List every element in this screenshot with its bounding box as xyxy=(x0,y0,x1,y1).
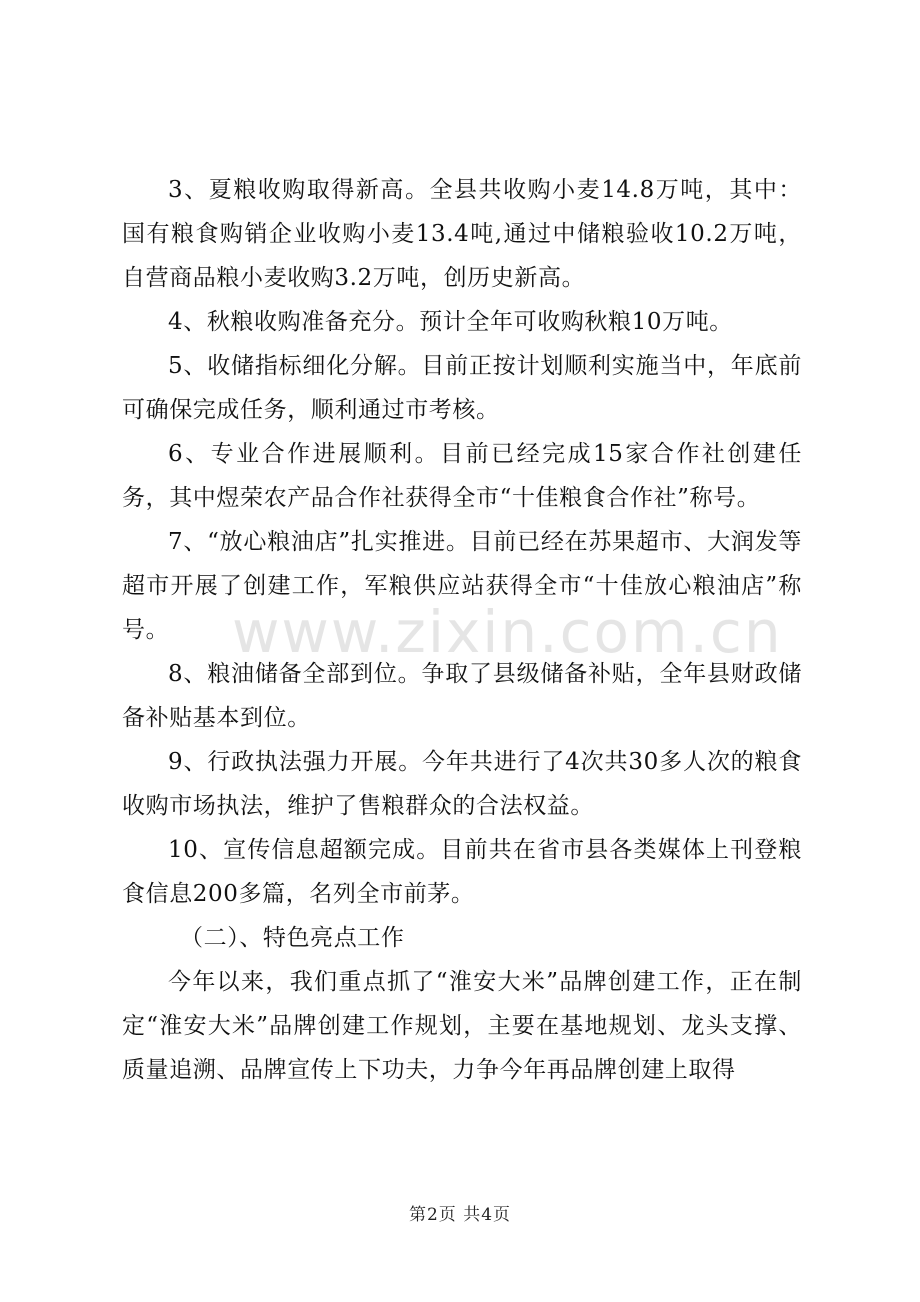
page-number-footer: 第2页 共4页 xyxy=(408,1205,512,1225)
paragraph-rice-brand: 今年以来，我们重点抓了“淮安大米”品牌创建工作，正在制定“淮安大米”品牌创建工作规划，主要在基地规划、龙头支撑、质量追溯、品牌宣传上下功夫，力争今年再品牌创建上取得 xyxy=(122,969,802,1083)
paragraph-autumn-grain: 4、秋粮收购准备充分。预计全年可收购秋粮10万吨。 xyxy=(168,309,733,335)
paragraph-law-enforcement: 9、行政执法强力开展。今年共进行了4次共30多人次的粮食收购市场执法，维护了售粮群众的合法权益。 xyxy=(122,749,802,819)
paragraph-storage-targets: 5、收储指标细化分解。目前正按计划顺利实施当中，年底前可确保完成任务，顺利通过市考核。 xyxy=(122,353,802,423)
paragraph-summer-grain: 3、夏粮收购取得新高。全县共收购小麦14.8万吨，其中：国有粮食购销企业收购小麦13.4吨,通过中储粮验收10.2万吨，自营商品粮小麦收购3.2万吨，创历史新高。 xyxy=(122,177,802,291)
paragraph-grain-oil-stores: 7、“放心粮油店”扎实推进。目前已经在苏果超市、大润发等超市开展了创建工作，军粮供应站获得全市“十佳放心粮油店”称号。 xyxy=(122,529,802,643)
paragraph-cooperatives: 6、专业合作进展顺利。目前已经完成15家合作社创建任务，其中煜荣农产品合作社获得全市“十佳粮食合作社”称号。 xyxy=(122,441,802,511)
watermark-text: www.zixin.com.cn xyxy=(232,598,783,666)
paragraph-reserves: 8、粮油储备全部到位。争取了县级储备补贴，全年县财政储备补贴基本到位。 xyxy=(122,661,802,731)
paragraph-publicity: 10、宣传信息超额完成。目前共在省市县各类媒体上刊登粮食信息200多篇，名列全市前茅。 xyxy=(122,837,802,907)
document-body xyxy=(122,168,802,1092)
section-heading-highlights: （二）、特色亮点工作 xyxy=(180,925,405,951)
